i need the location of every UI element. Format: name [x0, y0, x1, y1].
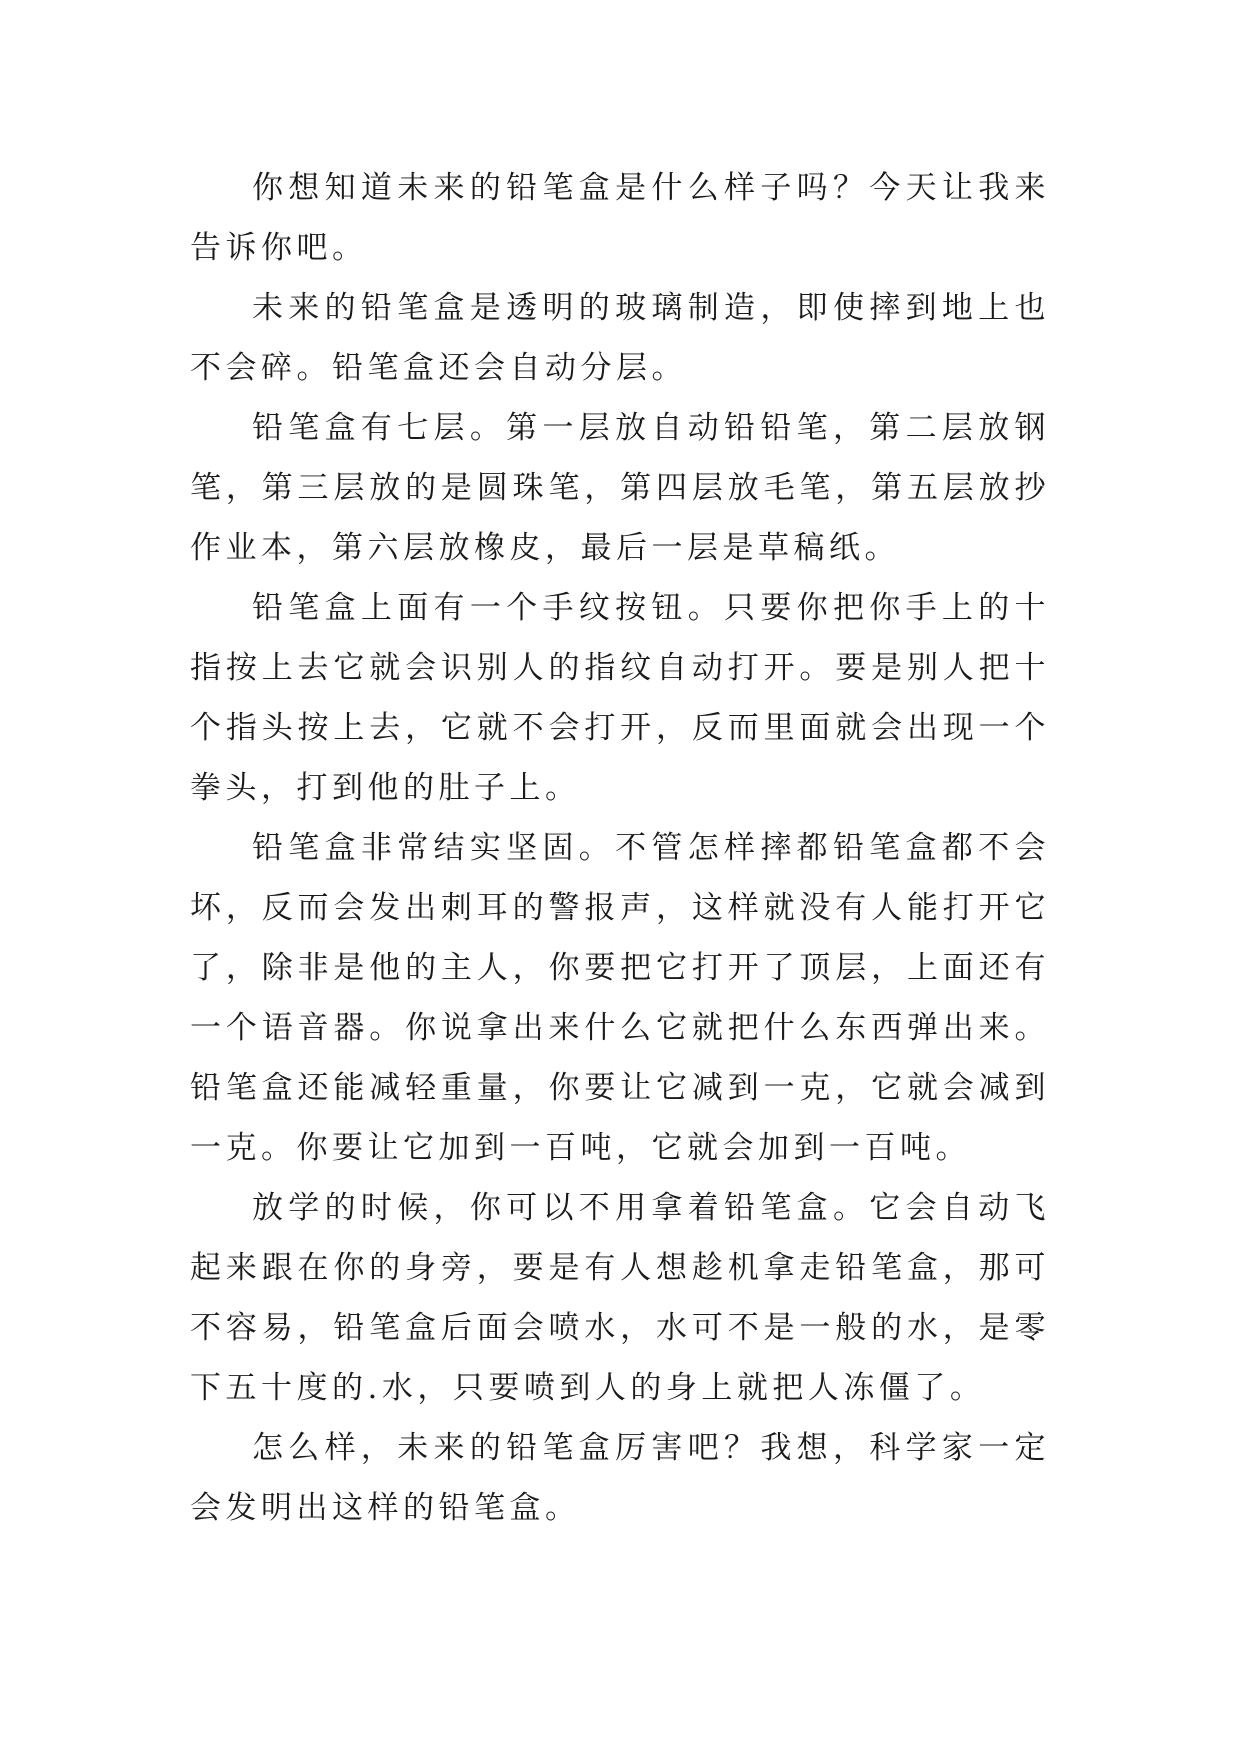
paragraph: 铅笔盒非常结实坚固。不管怎样摔都铅笔盒都不会坏，反而会发出刺耳的警报声，这样就没有人能打开它了，除非是他的主人，你要把它打开了顶层，上面还有一个语音器。你说拿出来什么它就把什么东西弹出来。铅笔盒还能减轻重量，你要让它减到一克，它就会减到一克。你要让它加到一百吨，它就会加到一百吨。 — [190, 830, 1050, 1166]
paragraph: 你想知道未来的铅笔盒是什么样子吗？今天让我来告诉你吧。 — [190, 170, 1050, 266]
paragraph: 未来的铅笔盒是透明的玻璃制造，即使摔到地上也不会碎。铅笔盒还会自动分层。 — [190, 290, 1050, 386]
paragraph: 铅笔盒上面有一个手纹按钮。只要你把你手上的十指按上去它就会识别人的指纹自动打开。要是别人把十个指头按上去，它就不会打开，反而里面就会出现一个拳头，打到他的肚子上。 — [190, 590, 1050, 806]
paragraph: 铅笔盒有七层。第一层放自动铅铅笔，第二层放钢笔，第三层放的是圆珠笔，第四层放毛笔，第五层放抄作业本，第六层放橡皮，最后一层是草稿纸。 — [190, 410, 1050, 566]
paragraph: 怎么样，未来的铅笔盒厉害吧？我想，科学家一定会发明出这样的铅笔盒。 — [190, 1430, 1050, 1526]
paragraph: 放学的时候，你可以不用拿着铅笔盒。它会自动飞起来跟在你的身旁，要是有人想趁机拿走铅笔盒，那可不容易，铅笔盒后面会喷水，水可不是一般的水，是零下五十度的.水，只要喷到人的身上就把人冻僵了。 — [190, 1190, 1050, 1406]
document-body — [190, 158, 1050, 1538]
